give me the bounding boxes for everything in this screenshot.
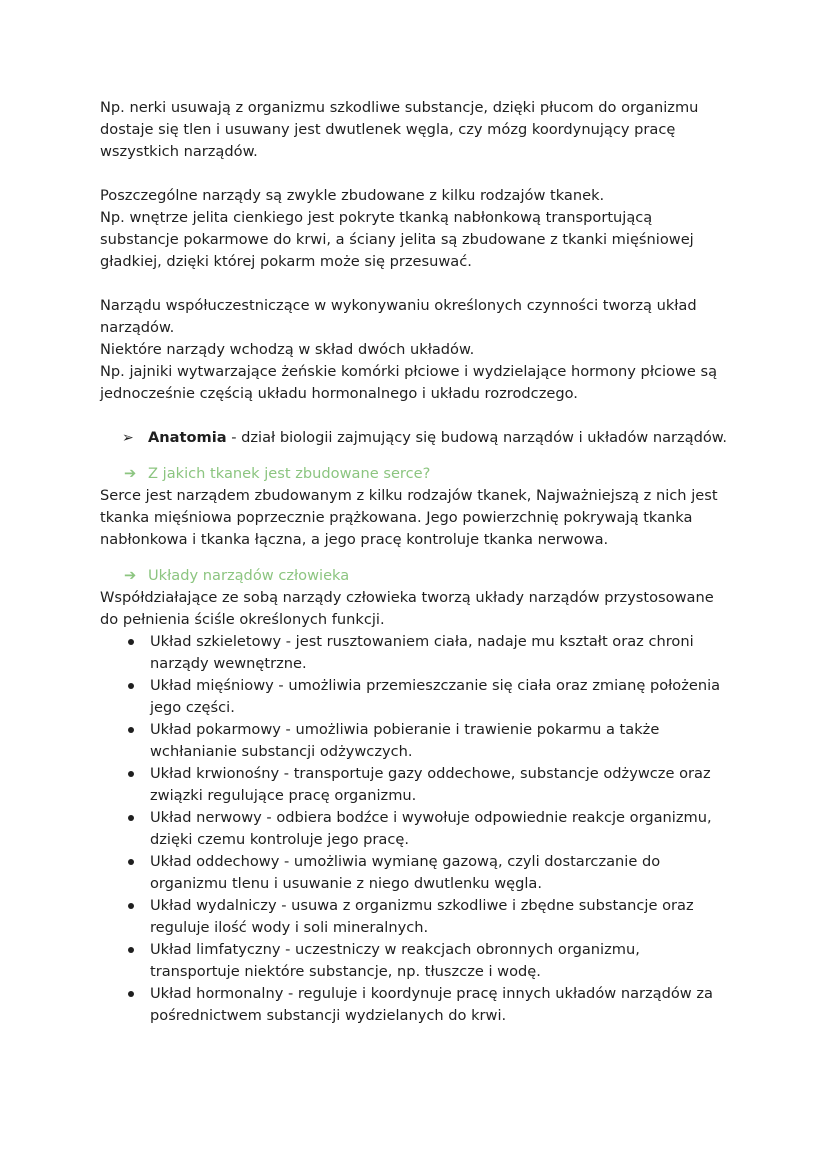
paragraph-intestine-example: Np. wnętrze jelita cienkiego jest pokryte tkanką nabłonkową transportującą substancje pokarmowe do krwi, a ściany jelita są zbudowane z tkanki mięśniowej gładkiej, dzięki której pokarm może się przesuwać. [100,209,694,270]
list-item [100,939,728,983]
paragraph-two-systems: Niektóre narządy wchodzą w skład dwóch układów. [100,341,475,358]
list-item [100,895,728,939]
bullet-icon [128,947,134,953]
list-item [100,851,728,895]
list-item [100,763,728,807]
right-arrow-icon: ➔ [124,465,137,482]
list-item-text: Układ krwionośny - transportuje gazy oddechowe, substancje odżywcze oraz związki regulujące pracę organizmu. [150,765,711,804]
list-item-text: Układ nerwowy - odbiera bodźce i wywołuje odpowiednie reakcje organizmu, dzięki czemu kontroluje jego pracę. [150,809,712,848]
bullet-icon [128,727,134,733]
organ-systems-list [100,631,728,1027]
bullet-icon [128,859,134,865]
systems-intro: Współdziałające ze sobą narządy człowieka tworzą układy narządów przystosowane do pełnienia ściśle określonych funkcji. [100,589,714,628]
list-item [100,675,728,719]
list-item-text: Układ limfatyczny - uczestniczy w reakcjach obronnych organizmu, transportuje niektóre substancje, np. tłuszcze i wodę. [150,941,640,980]
list-item-text: Układ pokarmowy - umożliwia pobieranie i trawienie pokarmu a także wchłanianie substancji odżywczych. [150,721,660,760]
bullet-icon [128,771,134,777]
list-item-text: Układ szkieletowy - jest rusztowaniem ciała, nadaje mu kształt oraz chroni narządy wewnętrzne. [150,633,694,672]
list-item-text: Układ mięśniowy - umożliwia przemieszczanie się ciała oraz zmianę położenia jego części. [150,677,721,716]
heart-heading-text: Z jakich tkanek jest zbudowane serce? [148,465,431,482]
paragraph-organ-systems: Narządu współuczestniczące w wykonywaniu określonych czynności tworzą układ narządów. [100,297,697,336]
list-item [100,719,728,763]
list-item [100,983,728,1027]
paragraph-organs-examples: Np. nerki usuwają z organizmu szkodliwe substancje, dzięki płucom do organizmu dostaje się tlen i usuwany jest dwutlenek węgla, czy mózg koordynujący pracę wszystkich narządów. [100,99,699,160]
list-item [100,631,728,675]
list-item-text: Układ wydalniczy - usuwa z organizmu szkodliwe i zbędne substancje oraz reguluje ilość wody i soli mineralnych. [150,897,694,936]
systems-section-heading [100,565,728,587]
arrowhead-bullet-icon: ➢ [122,430,134,446]
anatomy-term: Anatomia [148,429,227,446]
paragraph-tissues-intro: Poszczególne narządy są zwykle zbudowane z kilku rodzajów tkanek. [100,187,605,204]
anatomy-definition [100,427,728,449]
bullet-icon [128,991,134,997]
spacer [100,163,728,185]
list-item-text: Układ hormonalny - reguluje i koordynuje pracę innych układów narządów za pośrednictwem substancji wydzielanych do krwi. [150,985,713,1024]
spacer [100,449,728,463]
heart-section-body: Serce jest narządem zbudowanym z kilku rodzajów tkanek, Najważniejszą z nich jest tkanka mięśniowa poprzecznie prążkowana. Jego powierzchnię pokrywają tkanka nabłonkowa i tkanka łączna, a jego pracę kontroluje tkanka nerwowa. [100,487,718,548]
right-arrow-icon: ➔ [124,567,137,584]
anatomy-definition-text: - dział biologii zajmujący się budową narządów i układów narządów. [226,429,728,446]
bullet-icon [128,815,134,821]
list-item-text: Układ oddechowy - umożliwia wymianę gazową, czyli dostarczanie do organizmu tlenu i usuwanie z niego dwutlenku węgla. [150,853,661,892]
bullet-icon [128,683,134,689]
bullet-icon [128,639,134,645]
systems-heading-text: Układy narządów człowieka [148,567,350,584]
bullet-icon [128,903,134,909]
spacer [100,273,728,295]
heart-section-heading [100,463,728,485]
spacer [100,551,728,565]
paragraph-ovaries-example: Np. jajniki wytwarzające żeńskie komórki płciowe i wydzielające hormony płciowe są jednocześnie częścią układu hormonalnego i układu rozrodczego. [100,363,718,402]
spacer [100,405,728,427]
list-item [100,807,728,851]
